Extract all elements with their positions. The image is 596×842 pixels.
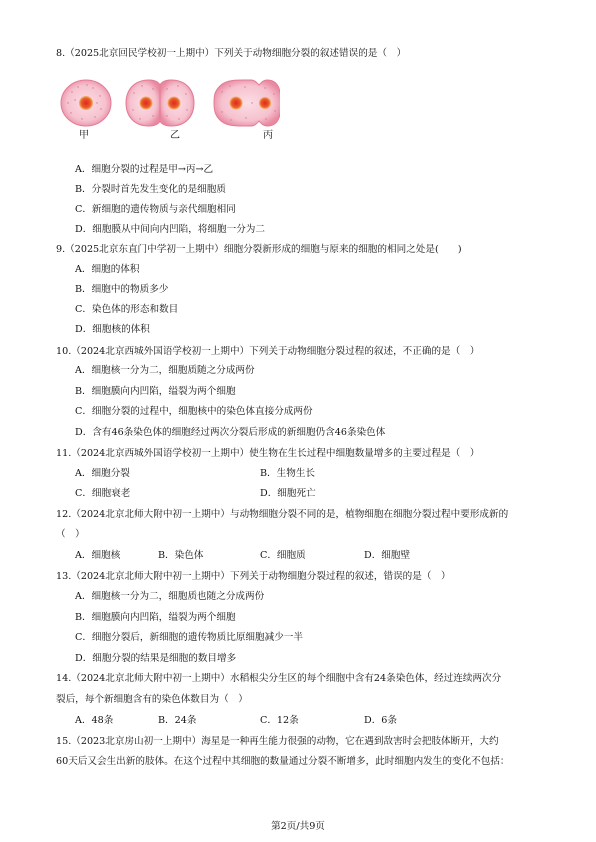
q15-stem-line2: 60天后又会生出新的肢体。在这个过程中其细胞的数量通过分裂不断增多，此时细胞内发生的变化不包括：	[56, 756, 510, 767]
q12-option-c: C．细胞质	[260, 550, 306, 561]
q15-stem-line1: 15.（2023北京房山初一上期中）海星是一种再生能力很强的动物，它在遇到敌害时会把肢体断开，大约	[56, 736, 499, 747]
figure-label-jia: 甲	[79, 130, 89, 141]
q12-stem-line1: 12.（2024北京北师大附中初一上期中）与动物细胞分裂不同的是，植物细胞在细胞分裂过程中要形成新的	[56, 509, 509, 520]
q9-option-b: B．细胞中的物质多少	[75, 284, 169, 295]
q14-stem-line2: 裂后，每个新细胞含有的染色体数目为（ ）	[56, 694, 248, 705]
q8-option-d: D．细胞膜从中间向内凹陷，将细胞一分为二	[75, 224, 265, 235]
q14-option-d: D．6条	[364, 715, 397, 726]
q14-option-a: A．48条	[75, 715, 114, 726]
q13-stem: 13.（2024北京北师大附中初一上期中）下列关于动物细胞分裂过程的叙述，错误的是（ ）	[56, 571, 451, 582]
q10-option-a: A．细胞核一分为二，细胞质随之分成两份	[75, 365, 255, 376]
q14-option-c: C．12条	[260, 715, 299, 726]
q11-option-a: A．细胞分裂	[75, 468, 130, 479]
q13-option-a: A．细胞核一分为二，细胞质也随之分成两份	[75, 591, 265, 602]
q12-option-d: D．细胞壁	[364, 550, 411, 561]
figure-label-bing: 丙	[263, 130, 273, 141]
q13-option-b: B．细胞膜向内凹陷，缢裂为两个细胞	[75, 612, 236, 623]
q10-option-c: C．细胞分裂的过程中，细胞核中的染色体直接分成两份	[75, 406, 313, 417]
q11-option-b: B．生物生长	[260, 468, 316, 479]
q13-option-c: C．细胞分裂后，新细胞的遗传物质比原细胞减少一半	[75, 632, 303, 643]
page-number: 第2页/共9页	[271, 821, 325, 832]
q10-stem: 10.（2024北京西城外国语学校初一上期中）下列关于动物细胞分裂过程的叙述，不正确的是（ ）	[56, 346, 480, 357]
q12-option-a: A．细胞核	[75, 550, 121, 561]
q11-option-c: C．细胞衰老	[75, 488, 131, 499]
q9-option-d: D．细胞核的体积	[75, 324, 150, 335]
q11-option-d: D．细胞死亡	[260, 488, 316, 499]
cell-jia	[61, 80, 111, 126]
q14-stem-line1: 14.（2024北京北师大附中初一上期中）水稻根尖分生区的每个细胞中含有24条染色体，经过连续两次分	[56, 673, 502, 684]
q12-stem-line2: （ ）	[56, 529, 85, 540]
q13-option-d: D．细胞分裂的结果是细胞的数目增多	[75, 653, 237, 664]
q8-stem: 8.（2025北京回民学校初一上期中）下列关于动物细胞分裂的叙述错误的是（ ）	[56, 48, 407, 59]
q9-option-a: A．细胞的体积	[75, 264, 140, 275]
q14-options-row	[0, 714, 596, 727]
q11-options-row1	[0, 467, 596, 480]
cell-bing	[214, 80, 280, 126]
q12-option-b: B．染色体	[158, 550, 204, 561]
q9-option-c: C．染色体的形态和数目	[75, 304, 179, 315]
q14-option-b: B．24条	[158, 715, 197, 726]
q8-option-b: B．分裂时首先发生变化的是细胞质	[75, 184, 226, 195]
q8-option-a: A．细胞分裂的过程是甲→丙→乙	[75, 164, 214, 175]
q12-options-row	[0, 549, 596, 562]
q8-option-c: C．新细胞的遗传物质与亲代细胞相同	[75, 204, 236, 215]
q9-stem: 9.（2025北京东直门中学初一上期中）细胞分裂新形成的细胞与原来的细胞的相同之处是( )	[56, 244, 462, 255]
cell-yi	[126, 80, 194, 126]
q11-stem: 11.（2024北京西城外国语学校初一上期中）使生物在生长过程中细胞数量增多的主要过程是（ ）	[56, 448, 480, 459]
q11-options-row2	[0, 487, 596, 500]
q10-option-b: B．细胞膜向内凹陷，缢裂为两个细胞	[75, 386, 236, 397]
figure-label-yi: 乙	[170, 130, 180, 141]
q10-option-d: D．含有46条染色体的细胞经过两次分裂后形成的新细胞仍含46条染色体	[75, 427, 386, 438]
